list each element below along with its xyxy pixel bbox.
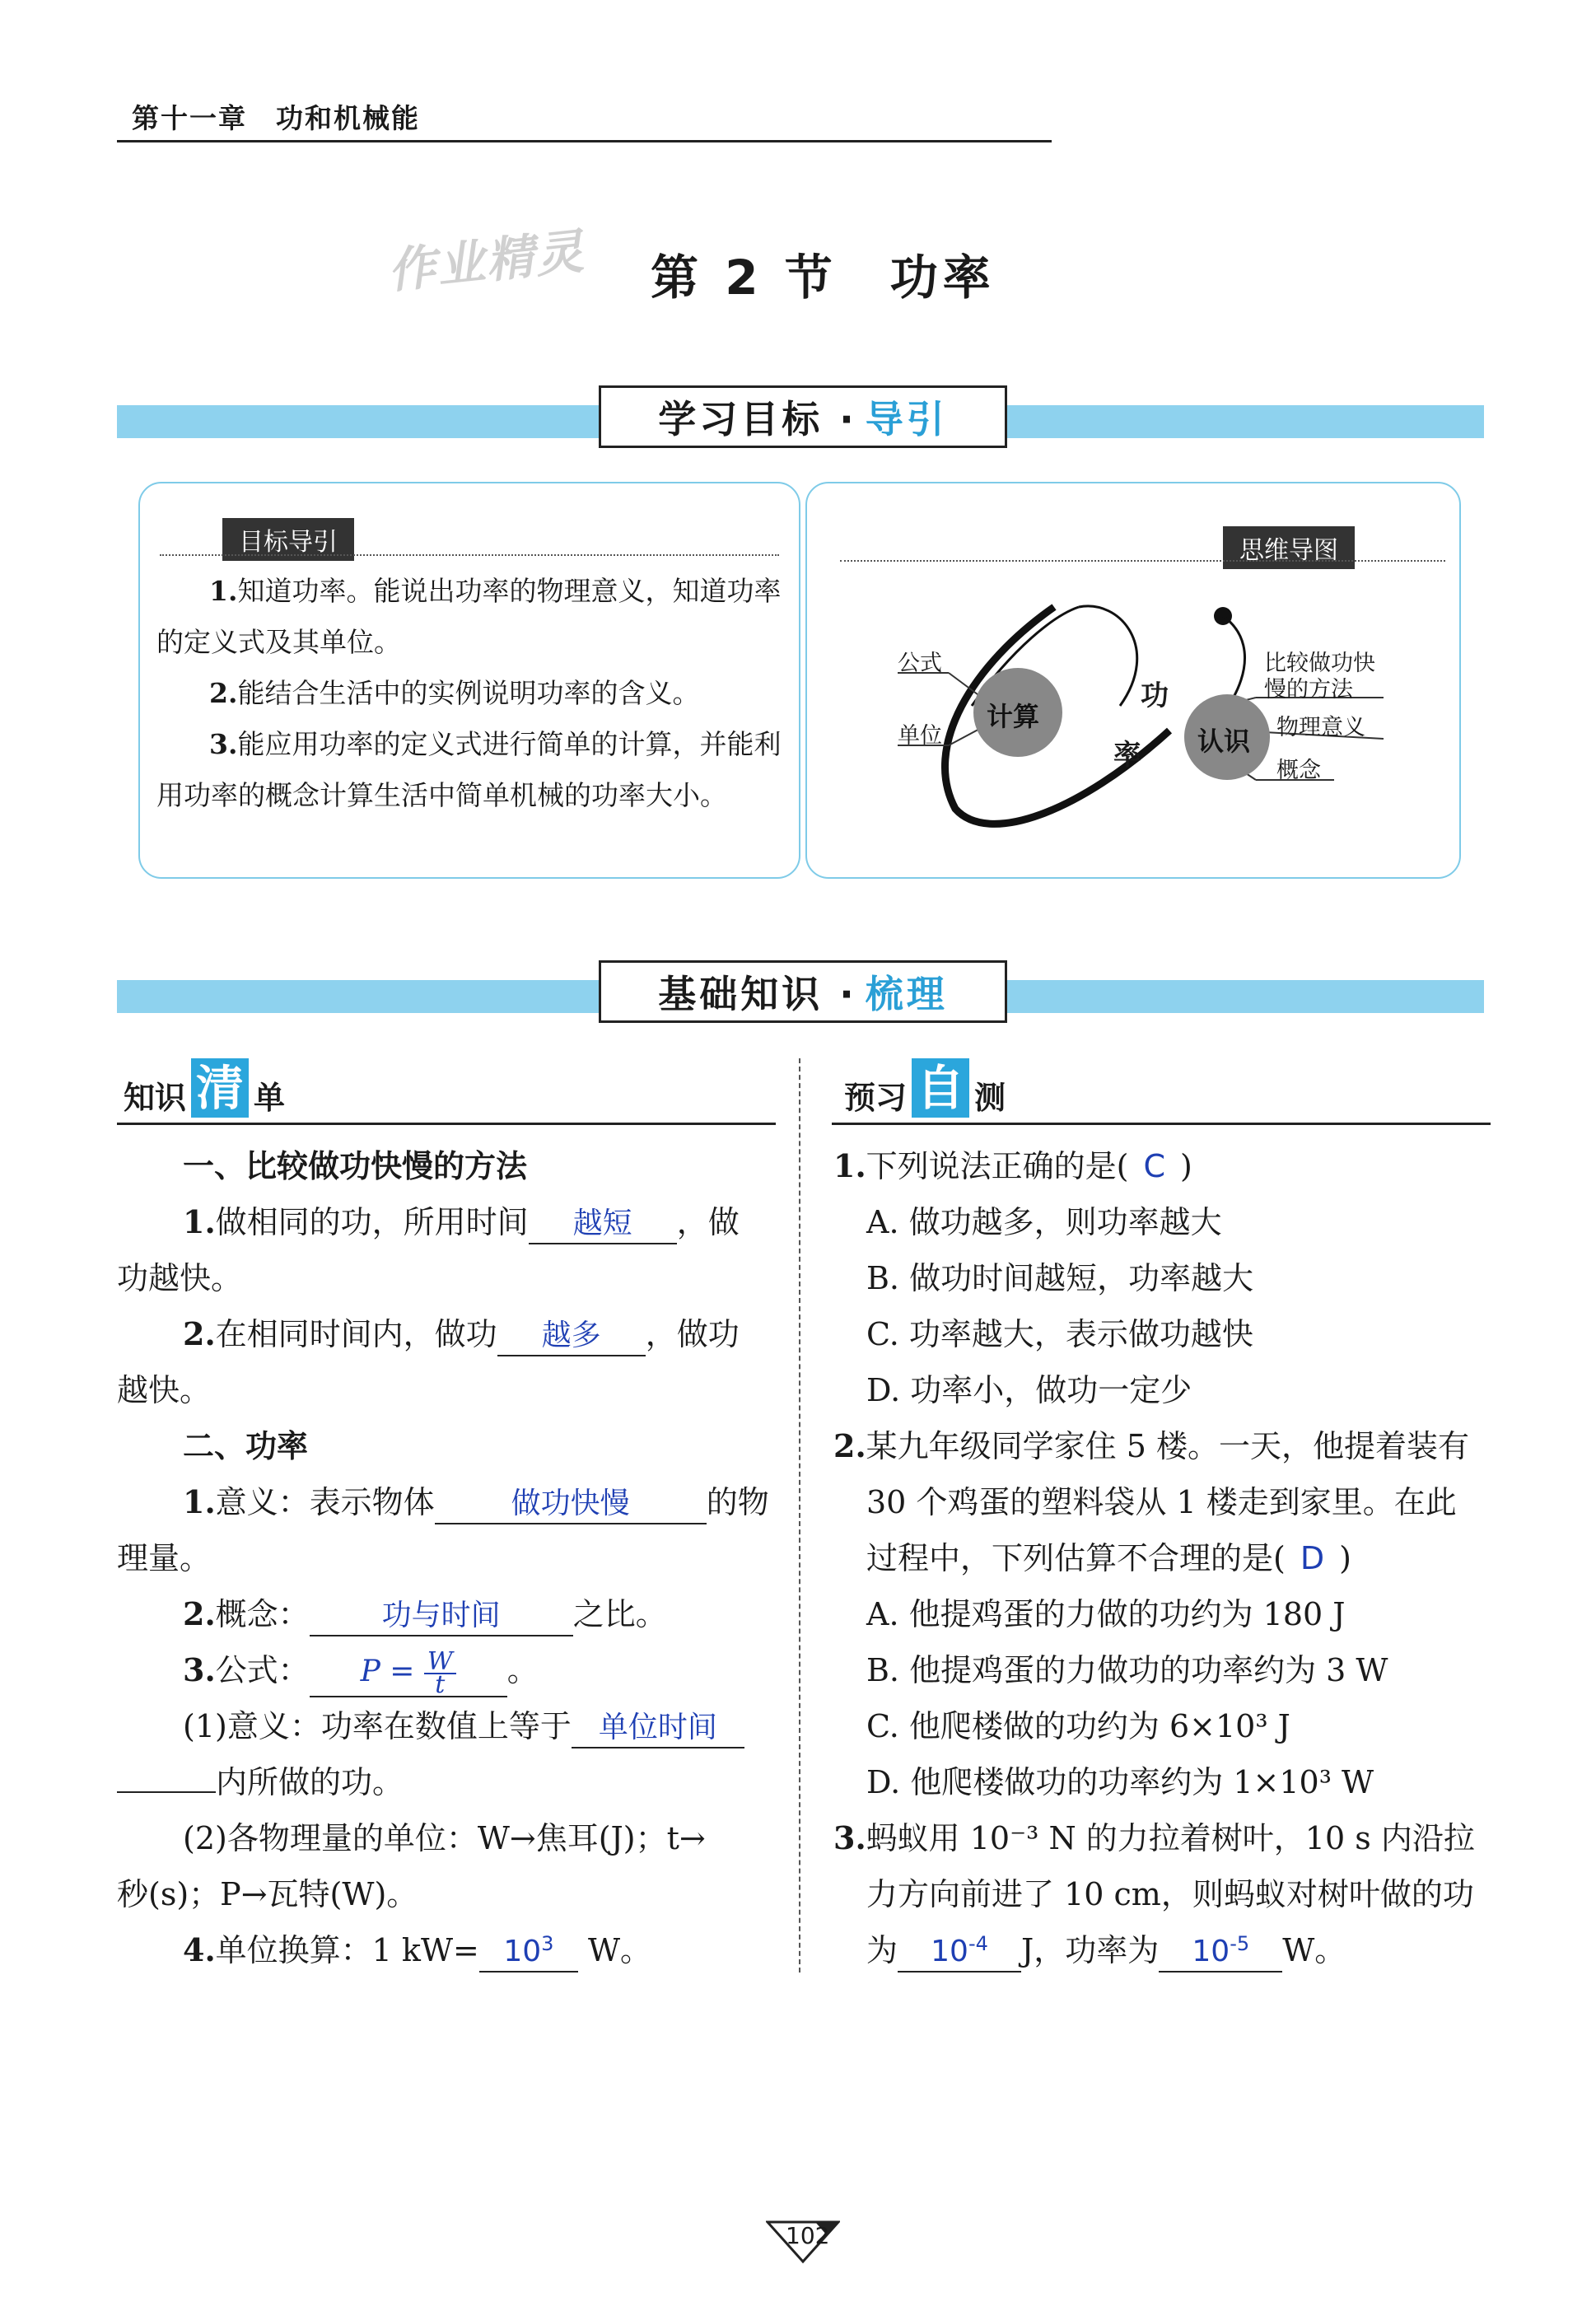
left-p3-answer[interactable] bbox=[310, 1647, 507, 1699]
left-q1-cont: 功越快。 bbox=[117, 1260, 243, 1296]
left-p4-ans-exp: 3 bbox=[541, 1932, 554, 1955]
left-head-pre: 知识 bbox=[124, 1080, 187, 1116]
goals-panel bbox=[138, 482, 800, 879]
left-p4-pre: 单位换算：1 kW= bbox=[215, 1932, 479, 1968]
right-q3-num: 3. bbox=[833, 1819, 866, 1856]
left-p3-num: 3. bbox=[183, 1651, 216, 1688]
page-number: 102 bbox=[786, 2222, 830, 2249]
mindmap-leaf-compare-1: 比较做功快 bbox=[1264, 651, 1375, 676]
left-p2-post: 之比。 bbox=[572, 1596, 667, 1632]
right-q1-option-c: C. 功率越大，表示做功越快 bbox=[866, 1316, 1253, 1352]
right-q2-option-c: C. 他爬楼做的功约为 6×10³ J bbox=[866, 1708, 1290, 1744]
formula-fraction bbox=[424, 1647, 456, 1699]
left-p3a-cont: 内所做的功。 bbox=[216, 1764, 404, 1800]
right-head-rule bbox=[832, 1123, 1491, 1125]
right-q3-answer-power[interactable] bbox=[1159, 1925, 1282, 1973]
mindmap-panel bbox=[805, 482, 1461, 879]
left-p4-answer[interactable] bbox=[479, 1925, 578, 1973]
left-p1-answer[interactable]: 做功快慢 bbox=[435, 1485, 707, 1524]
formula-lhs: P = bbox=[360, 1655, 415, 1688]
goal-2-text: 能结合生活中的实例说明功率的含义。 bbox=[237, 677, 700, 709]
mindmap-leaf-meaning: 物理意义 bbox=[1276, 715, 1365, 740]
right-q3-ans1-base: 10 bbox=[931, 1935, 968, 1968]
left-p2-num: 2. bbox=[183, 1595, 216, 1632]
left-p3b-line2: 秒(s)；P→瓦特(W)。 bbox=[117, 1876, 418, 1912]
left-p2-pre: 概念： bbox=[215, 1596, 310, 1632]
page-number-badge bbox=[766, 2215, 840, 2265]
right-q3-stem1: 蚂蚁用 10⁻³ N 的力拉着树叶，10 s 内沿拉 bbox=[866, 1820, 1475, 1856]
left-p4-post: W。 bbox=[587, 1932, 652, 1968]
right-q3-post: W。 bbox=[1282, 1932, 1346, 1968]
band1-highlight: 导引 bbox=[865, 397, 948, 441]
left-head-rule bbox=[117, 1123, 776, 1125]
right-head-post: 测 bbox=[974, 1080, 1006, 1116]
section-title-basics bbox=[599, 960, 1007, 1023]
mindmap-leaf-formula: 公式 bbox=[898, 651, 942, 676]
right-q1-answer[interactable]: C bbox=[1143, 1148, 1166, 1184]
header-rule bbox=[117, 140, 1052, 142]
left-section-head bbox=[124, 1058, 285, 1118]
right-q2-stem1: 某九年级同学家住 5 楼。一天，他提着装有 bbox=[866, 1428, 1470, 1464]
right-q1-num: 1. bbox=[833, 1147, 866, 1184]
mindmap-tag: 思维导图 bbox=[1223, 526, 1355, 569]
left-p3-pre: 公式： bbox=[215, 1652, 310, 1688]
mindmap-right-node: 认识 bbox=[1197, 726, 1251, 757]
page-title: 第 2 节 功率 bbox=[651, 250, 996, 306]
left-q2-cont: 越快。 bbox=[117, 1372, 212, 1408]
right-q3-answer-work[interactable] bbox=[898, 1925, 1021, 1973]
left-p1-pre: 意义：表示物体 bbox=[215, 1484, 435, 1520]
left-q1-answer[interactable]: 越短 bbox=[529, 1205, 677, 1244]
mindmap-leaf-concept: 概念 bbox=[1276, 758, 1321, 783]
right-q3-stem2: 力方向前进了 10 cm，则蚂蚁对树叶做的功 bbox=[866, 1876, 1474, 1912]
mindmap-leaf-unit: 单位 bbox=[898, 723, 942, 749]
right-q3-ans1-exp: -4 bbox=[968, 1932, 988, 1955]
left-q1-pre: 做相同的功，所用时间 bbox=[215, 1204, 529, 1240]
mindmap-diagram bbox=[807, 483, 1459, 877]
goals-divider bbox=[160, 554, 779, 556]
right-q2-option-a: A. 他提鸡蛋的力做的功约为 180 J bbox=[866, 1596, 1346, 1632]
left-q1-post: ，做 bbox=[676, 1204, 740, 1240]
right-column bbox=[833, 1138, 1492, 1978]
left-p4-num: 4. bbox=[183, 1931, 216, 1968]
mindmap-left-node: 计算 bbox=[987, 701, 1040, 732]
left-q2-pre: 在相同时间内，做功 bbox=[215, 1316, 497, 1352]
left-head-big: 清 bbox=[191, 1058, 249, 1118]
right-q1-option-d: D. 功率小，做功一定少 bbox=[866, 1372, 1192, 1408]
right-q2-answer[interactable]: D bbox=[1300, 1540, 1325, 1576]
right-q2-stem3: 过程中，下列估算不合理的是( bbox=[866, 1540, 1286, 1576]
left-q2-num: 2. bbox=[183, 1315, 216, 1352]
right-q2-option-d: D. 他爬楼做功的功率约为 1×10³ W bbox=[866, 1764, 1374, 1800]
right-section-head bbox=[844, 1058, 1006, 1118]
right-q1-option-a: A. 做功越多，则功率越大 bbox=[866, 1204, 1222, 1240]
left-column bbox=[117, 1138, 776, 1978]
goal-2-num: 2. bbox=[209, 677, 238, 709]
left-p1-post: 的物 bbox=[706, 1484, 769, 1520]
left-q2-post: ，做功 bbox=[645, 1316, 740, 1352]
formula-numerator: W bbox=[424, 1651, 456, 1674]
goals-tag: 目标导引 bbox=[222, 518, 354, 561]
left-s2-title: 二、功率 bbox=[183, 1428, 309, 1464]
right-q2-num: 2. bbox=[833, 1427, 866, 1464]
goal-3-text: 能应用功率的定义式进行简单的计算，并能利用功率的概念计算生活中简单机械的功率大小。 bbox=[156, 728, 782, 811]
right-q3-mid: J，功率为 bbox=[1021, 1932, 1160, 1968]
mindmap-center-bottom: 率 bbox=[1113, 739, 1141, 772]
band1-main: 学习目标 · bbox=[658, 397, 857, 441]
left-head-post: 单 bbox=[254, 1080, 286, 1116]
right-q1-option-b: B. 做功时间越短，功率越大 bbox=[866, 1260, 1254, 1296]
left-q1-num: 1. bbox=[183, 1203, 216, 1240]
left-p1-cont: 理量。 bbox=[117, 1540, 212, 1576]
goal-1-text: 知道功率。能说出功率的物理意义，知道功率的定义式及其单位。 bbox=[156, 575, 782, 658]
goal-1-num: 1. bbox=[209, 575, 238, 607]
mindmap-center-top: 功 bbox=[1141, 679, 1169, 712]
section-title-goals bbox=[599, 385, 1007, 448]
left-s1-title: 一、比较做功快慢的方法 bbox=[183, 1148, 528, 1184]
chapter-header: 第十一章 功和机械能 bbox=[132, 102, 420, 134]
right-q1-stem: 下列说法正确的是( bbox=[866, 1148, 1129, 1184]
left-p3b-line1: (2)各物理量的单位：W→焦耳(J)；t→ bbox=[183, 1820, 706, 1856]
left-p2-answer[interactable]: 功与时间 bbox=[310, 1597, 573, 1636]
left-p3-post: 。 bbox=[506, 1652, 539, 1688]
right-q2-option-b: B. 他提鸡蛋的力做功的功率约为 3 W bbox=[866, 1652, 1388, 1688]
goals-list bbox=[156, 566, 786, 821]
left-p3a-answer-tail bbox=[117, 1791, 216, 1793]
right-q3-ans2-exp: -5 bbox=[1230, 1932, 1250, 1955]
right-q2-close: ) bbox=[1339, 1540, 1351, 1576]
right-head-big: 自 bbox=[912, 1058, 969, 1118]
goal-3-num: 3. bbox=[209, 728, 238, 760]
right-head-pre: 预习 bbox=[844, 1080, 908, 1116]
column-divider bbox=[799, 1058, 800, 1973]
mindmap-arc-upper-right bbox=[1079, 606, 1137, 706]
left-q2-answer[interactable]: 越多 bbox=[497, 1317, 646, 1356]
left-p1-num: 1. bbox=[183, 1483, 216, 1520]
right-q3-ans2-base: 10 bbox=[1192, 1935, 1230, 1968]
watermark: 作业精灵 bbox=[385, 222, 588, 300]
right-q1-close: ) bbox=[1180, 1148, 1192, 1184]
formula-denominator: t bbox=[435, 1670, 446, 1699]
left-p4-ans-base: 10 bbox=[503, 1935, 542, 1968]
band2-highlight: 梳理 bbox=[865, 972, 948, 1016]
right-q3-pre: 为 bbox=[866, 1932, 898, 1968]
right-q2-stem2: 30 个鸡蛋的塑料袋从 1 楼走到家里。在此 bbox=[866, 1484, 1457, 1520]
left-p3a-pre: (1)意义：功率在数值上等于 bbox=[183, 1708, 572, 1744]
band2-main: 基础知识 · bbox=[658, 972, 857, 1016]
left-p3a-answer[interactable]: 单位时间 bbox=[572, 1709, 744, 1748]
mindmap-leaf-compare-2: 慢的方法 bbox=[1264, 677, 1353, 703]
